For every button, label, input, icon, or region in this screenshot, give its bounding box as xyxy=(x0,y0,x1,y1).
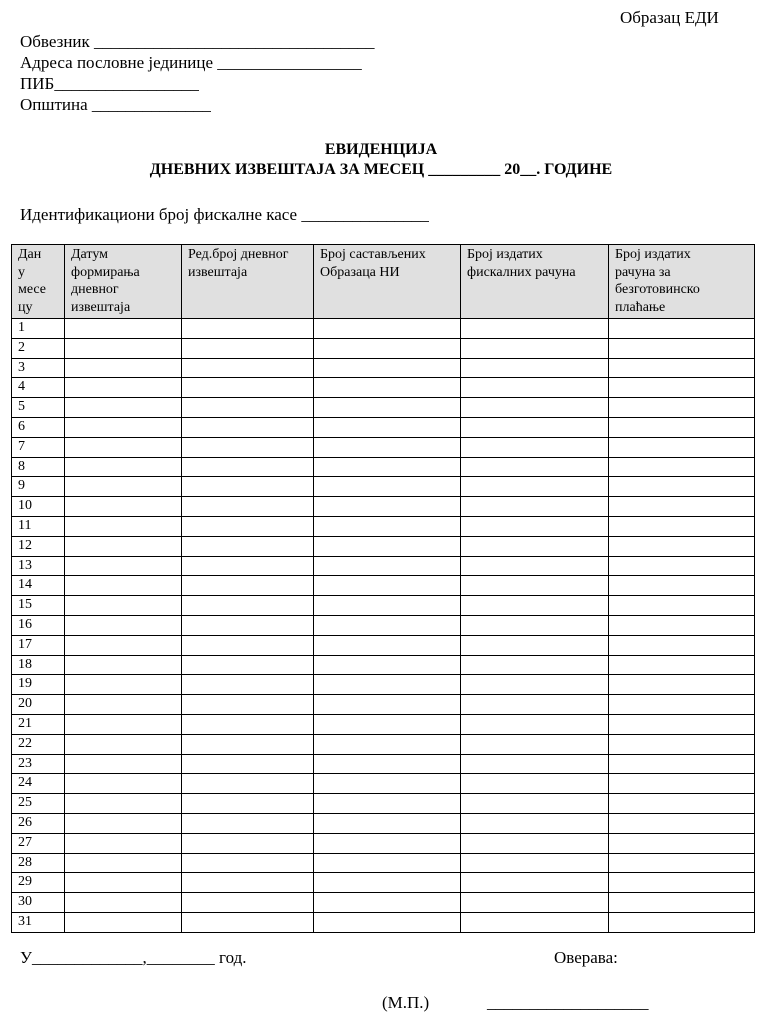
entry-cell[interactable] xyxy=(314,675,461,695)
table-header-row xyxy=(12,245,755,319)
entry-cell[interactable] xyxy=(65,497,182,517)
entry-cell[interactable] xyxy=(182,437,314,457)
entry-cell[interactable] xyxy=(182,853,314,873)
entry-cell[interactable] xyxy=(314,319,461,339)
entry-cell[interactable] xyxy=(609,714,755,734)
entry-cell[interactable] xyxy=(65,437,182,457)
entry-cell[interactable] xyxy=(461,556,609,576)
entry-cell[interactable] xyxy=(182,714,314,734)
day-cell: 29 xyxy=(12,873,65,893)
table-row xyxy=(12,319,755,339)
entry-cell[interactable] xyxy=(65,655,182,675)
entry-cell[interactable] xyxy=(314,358,461,378)
entry-cell[interactable] xyxy=(314,635,461,655)
entry-cell[interactable] xyxy=(609,774,755,794)
table-row xyxy=(12,754,755,774)
entry-cell[interactable] xyxy=(65,615,182,635)
entry-cell[interactable] xyxy=(65,833,182,853)
entry-cell[interactable] xyxy=(461,813,609,833)
entry-cell[interactable] xyxy=(65,635,182,655)
day-cell: 23 xyxy=(12,754,65,774)
entry-cell[interactable] xyxy=(461,417,609,437)
entry-cell[interactable] xyxy=(314,398,461,418)
entry-cell[interactable] xyxy=(609,893,755,913)
entry-cell[interactable] xyxy=(461,734,609,754)
entry-cell[interactable] xyxy=(182,497,314,517)
day-cell: 25 xyxy=(12,794,65,814)
entry-cell[interactable] xyxy=(182,358,314,378)
entry-cell[interactable] xyxy=(314,794,461,814)
entry-cell[interactable] xyxy=(461,774,609,794)
entry-cell[interactable] xyxy=(461,319,609,339)
table-row xyxy=(12,437,755,457)
day-cell: 24 xyxy=(12,774,65,794)
entry-cell[interactable] xyxy=(461,794,609,814)
day-cell: 10 xyxy=(12,497,65,517)
entry-cell[interactable] xyxy=(65,536,182,556)
entry-cell[interactable] xyxy=(65,417,182,437)
entry-cell[interactable] xyxy=(182,734,314,754)
entry-cell[interactable] xyxy=(314,893,461,913)
entry-cell[interactable] xyxy=(609,794,755,814)
entry-cell[interactable] xyxy=(461,615,609,635)
day-cell: 16 xyxy=(12,615,65,635)
entry-cell[interactable] xyxy=(609,398,755,418)
table-row xyxy=(12,596,755,616)
entry-cell[interactable] xyxy=(461,576,609,596)
entry-cell[interactable] xyxy=(65,556,182,576)
entry-cell[interactable] xyxy=(182,912,314,932)
column-header: Број издатих фискалних рачуна xyxy=(461,245,609,319)
entry-cell[interactable] xyxy=(314,437,461,457)
entry-cell[interactable] xyxy=(182,794,314,814)
daily-reports-table xyxy=(11,244,755,933)
table-row xyxy=(12,774,755,794)
signature-line: ___________________ xyxy=(487,993,649,1012)
entry-cell[interactable] xyxy=(65,675,182,695)
table-row xyxy=(12,358,755,378)
entry-cell[interactable] xyxy=(182,833,314,853)
column-header: Датум формирања дневног извештаја xyxy=(65,245,182,319)
entry-cell[interactable] xyxy=(609,615,755,635)
entry-cell[interactable] xyxy=(65,714,182,734)
column-header: Број састављених Образаца НИ xyxy=(314,245,461,319)
entry-cell[interactable] xyxy=(314,457,461,477)
table-row xyxy=(12,912,755,932)
entry-cell[interactable] xyxy=(461,754,609,774)
entry-cell[interactable] xyxy=(182,813,314,833)
entry-cell[interactable] xyxy=(461,873,609,893)
entry-cell[interactable] xyxy=(65,734,182,754)
entry-cell[interactable] xyxy=(182,655,314,675)
table-row xyxy=(12,378,755,398)
entry-cell[interactable] xyxy=(609,417,755,437)
entry-cell[interactable] xyxy=(461,536,609,556)
entry-cell[interactable] xyxy=(65,457,182,477)
table-row xyxy=(12,853,755,873)
opstina-field: Општина ______________ xyxy=(20,95,211,114)
day-cell: 30 xyxy=(12,893,65,913)
entry-cell[interactable] xyxy=(182,675,314,695)
table-row xyxy=(12,516,755,536)
entry-cell[interactable] xyxy=(65,873,182,893)
entry-cell[interactable] xyxy=(65,358,182,378)
entry-cell[interactable] xyxy=(609,813,755,833)
entry-cell[interactable] xyxy=(182,319,314,339)
entry-cell[interactable] xyxy=(314,754,461,774)
entry-cell[interactable] xyxy=(314,655,461,675)
entry-cell[interactable] xyxy=(65,813,182,833)
entry-cell[interactable] xyxy=(314,853,461,873)
day-cell: 17 xyxy=(12,635,65,655)
table-row xyxy=(12,477,755,497)
entry-cell[interactable] xyxy=(609,556,755,576)
entry-cell[interactable] xyxy=(461,516,609,536)
entry-cell[interactable] xyxy=(461,893,609,913)
entry-cell[interactable] xyxy=(182,457,314,477)
entry-cell[interactable] xyxy=(314,873,461,893)
entry-cell[interactable] xyxy=(314,813,461,833)
entry-cell[interactable] xyxy=(609,734,755,754)
entry-cell[interactable] xyxy=(182,873,314,893)
entry-cell[interactable] xyxy=(314,714,461,734)
entry-cell[interactable] xyxy=(609,675,755,695)
entry-cell[interactable] xyxy=(314,536,461,556)
entry-cell[interactable] xyxy=(314,477,461,497)
entry-cell[interactable] xyxy=(65,853,182,873)
day-cell: 2 xyxy=(12,338,65,358)
table-row xyxy=(12,615,755,635)
entry-cell[interactable] xyxy=(182,754,314,774)
entry-cell[interactable] xyxy=(314,774,461,794)
entry-cell[interactable] xyxy=(461,714,609,734)
column-header: Дан у месе цу xyxy=(12,245,65,319)
table-row xyxy=(12,695,755,715)
entry-cell[interactable] xyxy=(461,338,609,358)
entry-cell[interactable] xyxy=(609,497,755,517)
document-title: ЕВИДЕНЦИЈА xyxy=(324,141,438,158)
entry-cell[interactable] xyxy=(65,319,182,339)
entry-cell[interactable] xyxy=(609,596,755,616)
day-cell: 31 xyxy=(12,912,65,932)
entry-cell[interactable] xyxy=(314,516,461,536)
entry-cell[interactable] xyxy=(609,695,755,715)
entry-cell[interactable] xyxy=(182,615,314,635)
entry-cell[interactable] xyxy=(65,477,182,497)
adresa-field: Адреса пословне јединице _________________ xyxy=(20,53,362,72)
form-code: Образац ЕДИ xyxy=(620,8,719,27)
entry-cell[interactable] xyxy=(65,754,182,774)
day-cell: 26 xyxy=(12,813,65,833)
entry-cell[interactable] xyxy=(182,536,314,556)
table-row xyxy=(12,536,755,556)
table-row xyxy=(12,794,755,814)
table-row xyxy=(12,833,755,853)
entry-cell[interactable] xyxy=(314,417,461,437)
entry-cell[interactable] xyxy=(314,378,461,398)
entry-cell[interactable] xyxy=(609,576,755,596)
entry-cell[interactable] xyxy=(314,695,461,715)
table-row xyxy=(12,635,755,655)
entry-cell[interactable] xyxy=(461,833,609,853)
table-row xyxy=(12,813,755,833)
entry-cell[interactable] xyxy=(609,536,755,556)
entry-cell[interactable] xyxy=(65,774,182,794)
entry-cell[interactable] xyxy=(314,833,461,853)
entry-cell[interactable] xyxy=(609,655,755,675)
entry-cell[interactable] xyxy=(182,417,314,437)
entry-cell[interactable] xyxy=(182,398,314,418)
day-cell: 4 xyxy=(12,378,65,398)
day-cell: 9 xyxy=(12,477,65,497)
entry-cell[interactable] xyxy=(609,477,755,497)
document-subtitle: ДНЕВНИХ ИЗВЕШТАЈА ЗА МЕСЕЦ _________ 20__. ГОДИНЕ xyxy=(149,161,613,178)
entry-cell[interactable] xyxy=(461,457,609,477)
entry-cell[interactable] xyxy=(65,695,182,715)
entry-cell[interactable] xyxy=(65,378,182,398)
entry-cell[interactable] xyxy=(314,734,461,754)
entry-cell[interactable] xyxy=(182,477,314,497)
table-row xyxy=(12,873,755,893)
entry-cell[interactable] xyxy=(609,457,755,477)
fiscal-id-field: Идентификациони број фискалне касе _______________ xyxy=(20,205,429,224)
entry-cell[interactable] xyxy=(609,912,755,932)
entry-cell[interactable] xyxy=(65,516,182,536)
table-row xyxy=(12,714,755,734)
entry-cell[interactable] xyxy=(65,398,182,418)
entry-cell[interactable] xyxy=(461,635,609,655)
day-cell: 28 xyxy=(12,853,65,873)
entry-cell[interactable] xyxy=(609,437,755,457)
day-cell: 7 xyxy=(12,437,65,457)
day-cell: 13 xyxy=(12,556,65,576)
day-cell: 11 xyxy=(12,516,65,536)
entry-cell[interactable] xyxy=(461,912,609,932)
entry-cell[interactable] xyxy=(609,338,755,358)
table-row xyxy=(12,655,755,675)
day-cell: 5 xyxy=(12,398,65,418)
entry-cell[interactable] xyxy=(461,695,609,715)
table-row xyxy=(12,457,755,477)
entry-cell[interactable] xyxy=(314,576,461,596)
entry-cell[interactable] xyxy=(182,576,314,596)
day-cell: 6 xyxy=(12,417,65,437)
day-cell: 14 xyxy=(12,576,65,596)
table-row xyxy=(12,398,755,418)
entry-cell[interactable] xyxy=(461,477,609,497)
entry-cell[interactable] xyxy=(65,576,182,596)
entry-cell[interactable] xyxy=(609,635,755,655)
table-row xyxy=(12,497,755,517)
day-cell: 22 xyxy=(12,734,65,754)
entry-cell[interactable] xyxy=(314,615,461,635)
entry-cell[interactable] xyxy=(314,596,461,616)
entry-cell[interactable] xyxy=(182,695,314,715)
entry-cell[interactable] xyxy=(461,497,609,517)
entry-cell[interactable] xyxy=(609,833,755,853)
day-cell: 12 xyxy=(12,536,65,556)
day-cell: 1 xyxy=(12,319,65,339)
entry-cell[interactable] xyxy=(461,378,609,398)
entry-cell[interactable] xyxy=(65,794,182,814)
day-cell: 8 xyxy=(12,457,65,477)
entry-cell[interactable] xyxy=(609,853,755,873)
entry-cell[interactable] xyxy=(609,754,755,774)
table-row xyxy=(12,576,755,596)
entry-cell[interactable] xyxy=(609,873,755,893)
entry-cell[interactable] xyxy=(182,378,314,398)
day-cell: 15 xyxy=(12,596,65,616)
entry-cell[interactable] xyxy=(65,338,182,358)
place-date-field: У_____________,________ год. xyxy=(20,948,247,967)
table-row xyxy=(12,417,755,437)
pib-field: ПИБ_________________ xyxy=(20,74,199,93)
entry-cell[interactable] xyxy=(609,516,755,536)
day-cell: 19 xyxy=(12,675,65,695)
entry-cell[interactable] xyxy=(182,516,314,536)
entry-cell[interactable] xyxy=(609,378,755,398)
entry-cell[interactable] xyxy=(461,655,609,675)
entry-cell[interactable] xyxy=(609,358,755,378)
entry-cell[interactable] xyxy=(461,398,609,418)
entry-cell[interactable] xyxy=(314,556,461,576)
entry-cell[interactable] xyxy=(182,596,314,616)
column-header: Број издатих рачуна за безготовинско плаћање xyxy=(609,245,755,319)
entry-cell[interactable] xyxy=(461,437,609,457)
table-row xyxy=(12,675,755,695)
table-row xyxy=(12,893,755,913)
entry-cell[interactable] xyxy=(609,319,755,339)
obveznik-field: Обвезник _________________________________ xyxy=(20,32,375,51)
table-body xyxy=(12,319,755,933)
table-row xyxy=(12,556,755,576)
day-cell: 27 xyxy=(12,833,65,853)
entry-cell[interactable] xyxy=(182,893,314,913)
table-row xyxy=(12,734,755,754)
entry-cell[interactable] xyxy=(182,556,314,576)
entry-cell[interactable] xyxy=(461,675,609,695)
entry-cell[interactable] xyxy=(461,853,609,873)
entry-cell[interactable] xyxy=(65,912,182,932)
entry-cell[interactable] xyxy=(314,497,461,517)
entry-cell[interactable] xyxy=(182,635,314,655)
entry-cell[interactable] xyxy=(182,774,314,794)
day-cell: 18 xyxy=(12,655,65,675)
column-header: Ред.број дневног извештаја xyxy=(182,245,314,319)
day-cell: 21 xyxy=(12,714,65,734)
entry-cell[interactable] xyxy=(314,338,461,358)
certifies-label: Оверава: xyxy=(554,948,618,967)
entry-cell[interactable] xyxy=(65,893,182,913)
day-cell: 20 xyxy=(12,695,65,715)
entry-cell[interactable] xyxy=(65,596,182,616)
entry-cell[interactable] xyxy=(461,358,609,378)
entry-cell[interactable] xyxy=(314,912,461,932)
entry-cell[interactable] xyxy=(182,338,314,358)
entry-cell[interactable] xyxy=(461,596,609,616)
seal-label: (М.П.) xyxy=(382,993,430,1012)
day-cell: 3 xyxy=(12,358,65,378)
table-row xyxy=(12,338,755,358)
